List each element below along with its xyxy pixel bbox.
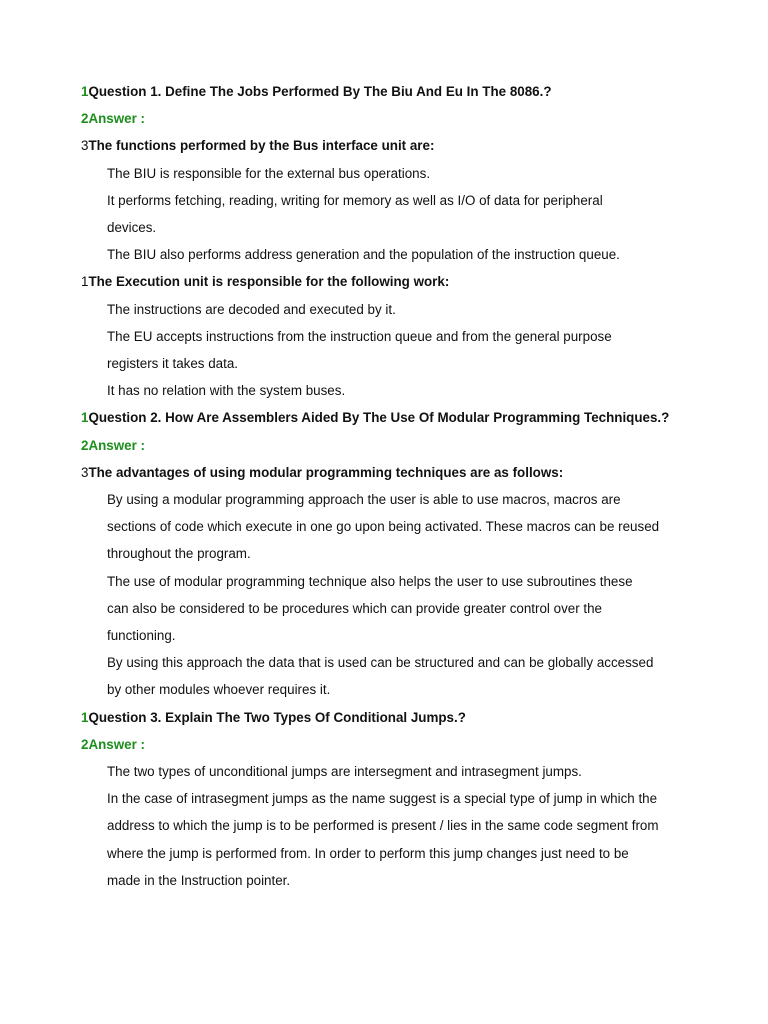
- cont-line: [107, 845, 727, 863]
- cont-line: [107, 627, 727, 645]
- heading-text: The functions performed by the Bus interface unit are:: [88, 138, 435, 154]
- bullet-text: It has no relation with the system buses.: [107, 383, 346, 399]
- cont-line: [107, 817, 727, 835]
- bullet-text: By using this approach the data that is used can be structured and can be globally accessed: [107, 655, 654, 671]
- question-line: [81, 709, 701, 727]
- answer-line: [81, 437, 701, 455]
- bullet-line: [107, 491, 727, 509]
- cont-line: [107, 600, 727, 618]
- question-line: [81, 83, 701, 101]
- cont-text: functioning.: [107, 628, 176, 643]
- cont-text: sections of code which execute in one go upon being activated. These macros can be reused: [107, 519, 660, 535]
- line-number: 1: [81, 84, 89, 99]
- bullet-line: [107, 328, 727, 346]
- cont-text: address to which the jump is to be performed is present / lies in the same code segment from: [107, 818, 659, 834]
- question-text: Question 2. How Are Assemblers Aided By The Use Of Modular Programming Techniques.?: [88, 410, 670, 426]
- line-number: 1: [81, 274, 89, 290]
- bullet-text: The EU accepts instructions from the instruction queue and from the general purpose: [107, 328, 612, 344]
- answer-text: Answer :: [88, 437, 146, 453]
- cont-line: [107, 681, 727, 699]
- bullet-line: [107, 763, 727, 781]
- cont-line: [107, 872, 727, 890]
- line-number: 3: [81, 464, 89, 480]
- heading-line: [81, 273, 701, 291]
- answer-line: [81, 736, 701, 754]
- cont-text: throughout the program.: [107, 546, 251, 562]
- cont-text: devices.: [107, 220, 157, 235]
- line-number: 1: [81, 709, 89, 725]
- cont-text: registers it takes data.: [107, 356, 238, 371]
- bullet-line: [107, 246, 727, 264]
- line-number: 1: [81, 410, 89, 426]
- cont-text: by other modules whoever requires it.: [107, 682, 331, 698]
- bullet-line: [107, 301, 727, 319]
- bullet-line: [107, 165, 727, 183]
- answer-line: [81, 110, 701, 128]
- bullet-text: By using a modular programming approach the user is able to use macros, macros are: [107, 492, 621, 507]
- bullet-line: [107, 573, 727, 591]
- line-number: 2: [81, 111, 89, 127]
- cont-text: can also be considered to be procedures which can provide greater control over the: [107, 600, 603, 616]
- cont-line: [107, 545, 727, 563]
- question-text: Question 1. Define The Jobs Performed By The Biu And Eu In The 8086.?: [88, 84, 552, 99]
- bullet-text: The two types of unconditional jumps are intersegment and intrasegment jumps.: [107, 764, 582, 779]
- heading-line: [81, 137, 701, 155]
- heading-text: The advantages of using modular programming techniques are as follows:: [88, 464, 564, 480]
- bullet-text: The instructions are decoded and executed by it.: [107, 301, 396, 317]
- bullet-line: [107, 382, 727, 400]
- question-line: [81, 409, 701, 427]
- bullet-text: In the case of intrasegment jumps as the name suggest is a special type of jump in which the: [107, 791, 658, 807]
- cont-line: [107, 355, 727, 373]
- bullet-text: The BIU is responsible for the external bus operations.: [107, 165, 431, 181]
- cont-line: [107, 518, 727, 536]
- line-number: 2: [81, 736, 89, 752]
- bullet-line: [107, 654, 727, 672]
- bullet-text: It performs fetching, reading, writing for memory as well as I/O of data for peripheral: [107, 192, 603, 208]
- cont-line: [107, 219, 727, 237]
- answer-text: Answer :: [88, 736, 146, 752]
- cont-text: made in the Instruction pointer.: [107, 872, 291, 888]
- heading-text: The Execution unit is responsible for the following work:: [88, 274, 450, 290]
- line-number: 3: [81, 138, 89, 154]
- line-number: 2: [81, 437, 89, 453]
- bullet-text: The use of modular programming technique also helps the user to use subroutines these: [107, 573, 633, 589]
- bullet-line: [107, 790, 727, 808]
- question-text: Question 3. Explain The Two Types Of Conditional Jumps.?: [88, 709, 466, 725]
- cont-text: where the jump is performed from. In order to perform this jump changes just need to be: [107, 845, 629, 861]
- bullet-line: [107, 192, 727, 210]
- heading-line: [81, 464, 701, 482]
- answer-text: Answer :: [88, 111, 146, 127]
- bullet-text: The BIU also performs address generation and the population of the instruction queue.: [107, 247, 620, 263]
